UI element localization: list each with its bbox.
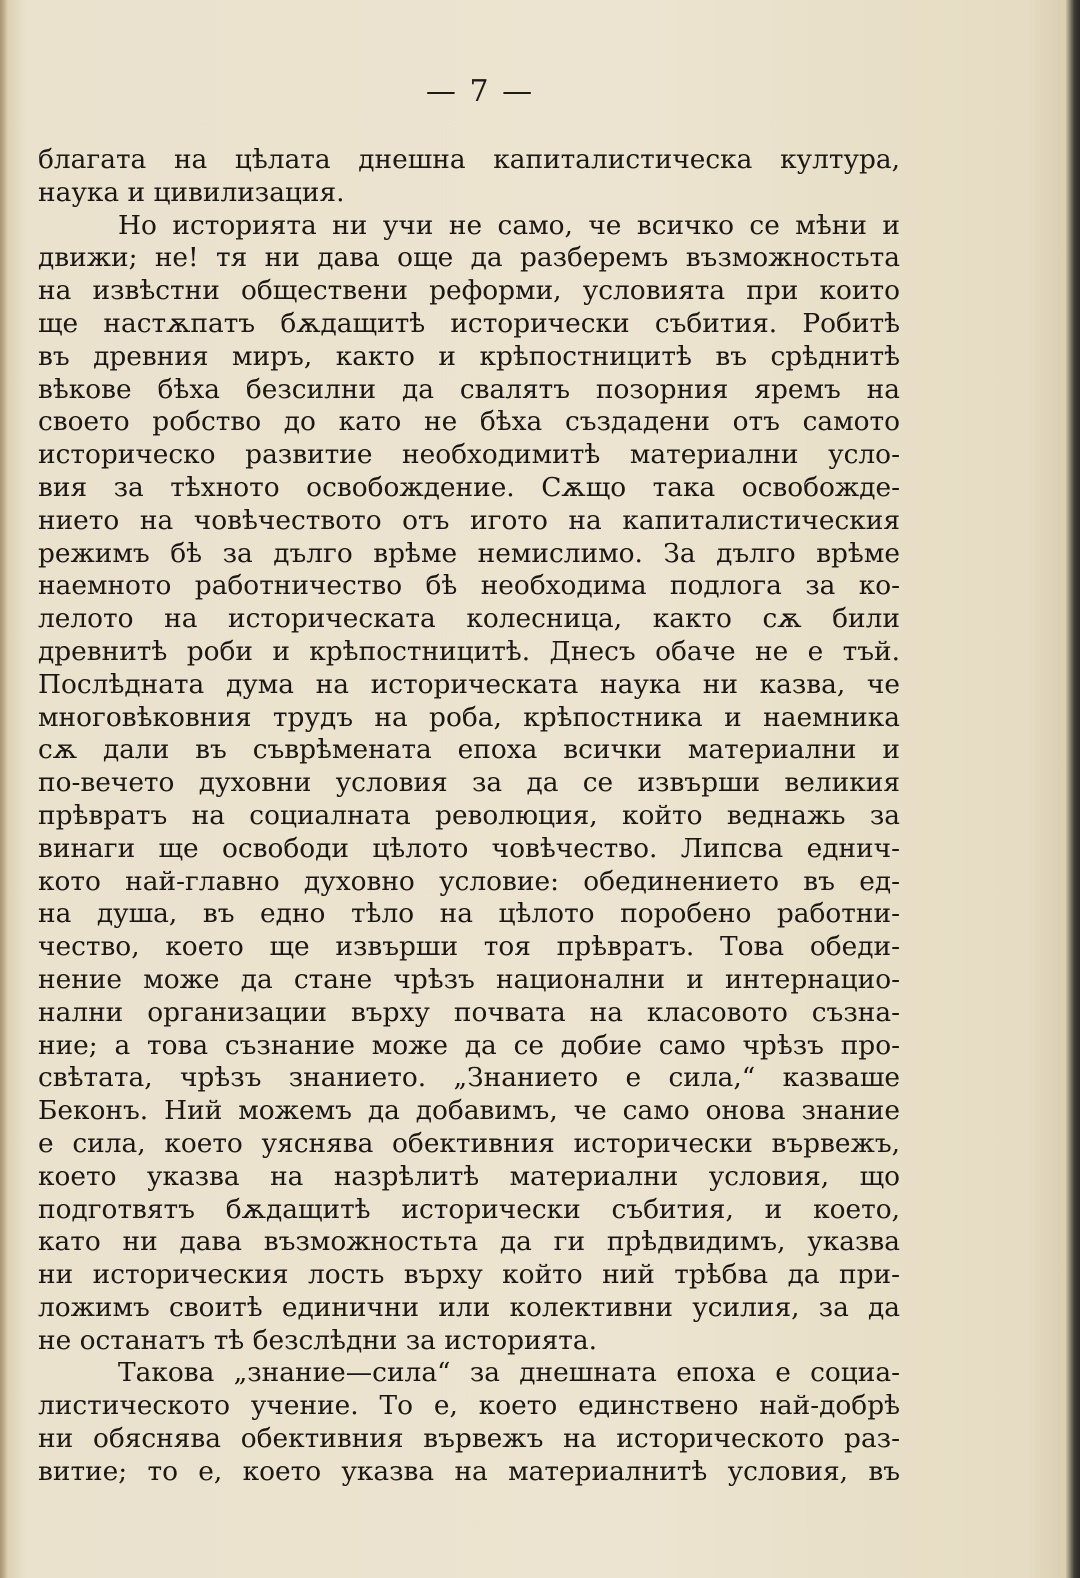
text-line: наука и цивилизация. (38, 176, 345, 208)
text-line: движи; не! тя ни дава още да разберемъ възможностьта (38, 242, 900, 274)
text-line: ни обяснява обективния вървежъ на историческото раз- (38, 1423, 900, 1455)
text-line: въ древния миръ, както и крѣпостницитѣ въ срѣднитѣ (38, 340, 900, 372)
text-line: многовѣковния трудъ на роба, крѣпостника и наемника (38, 701, 900, 733)
text-line: вия за тѣхното освобождение. Сѫщо така освобожде- (38, 471, 900, 503)
text-line: винаги ще освободи цѣлото човѣчество. Липсва еднич- (38, 832, 900, 864)
text-line: по-вечето духовни условия за да се извърши великия (38, 767, 900, 799)
text-line: ложимъ своитѣ единични или колективни усилия, за да (38, 1291, 900, 1323)
text-line: вѣкове бѣха безсилни да свалятъ позорния яремъ на (38, 373, 900, 405)
text-line: древнитѣ роби и крѣпостницитѣ. Днесъ обаче не е тъй. (38, 635, 900, 667)
text-line: режимъ бѣ за дълго врѣме немислимо. За дълго врѣме (38, 537, 900, 569)
text-line: подготвятъ бѫдащитѣ исторически събития, и което, (38, 1193, 900, 1225)
text-line: нение може да стане чрѣзъ национални и интернацио- (38, 963, 900, 995)
text-line: като ни дава възможностьта да ги прѣдвидимъ, указва (38, 1226, 900, 1258)
text-line: сѫ дали въ съврѣмената епоха всички материални и (38, 734, 900, 766)
text-line: не останатъ тѣ безслѣдни за историята. (38, 1324, 598, 1356)
text-line: своето робство до като не бѣха създадени отъ самото (38, 406, 900, 438)
text-line: е сила, което уяснява обективния исторически вървежъ, (38, 1127, 900, 1159)
text-line: лелото на историческата колесница, както сѫ били (38, 603, 900, 635)
text-line: Но историята ни учи не само, че всичко се мѣни и (118, 209, 900, 241)
page-number: — 7 — (425, 74, 535, 109)
text-line: ни историческия лость върху който ний трѣбва да при- (38, 1259, 900, 1291)
text-line: листическото учение. То е, което единствено най-добрѣ (38, 1390, 900, 1422)
text-line: наемното работничество бѣ необходима подлога за ко- (38, 570, 900, 602)
text-line: Послѣдната дума на историческата наука ни казва, че (38, 668, 900, 700)
text-line: Такова „знание—сила“ за днешната епоха е социа- (118, 1357, 900, 1389)
text-line: което указва на назрѣлитѣ материални условия, що (38, 1160, 900, 1192)
text-line: ние; а това съзнание може да се добие само чрѣзъ про- (38, 1029, 900, 1061)
text-line: нални организации върху почвата на класовото съзна- (38, 996, 900, 1028)
body-text (38, 144, 900, 1489)
text-line: историческо развитие необходимитѣ материални усло- (38, 439, 900, 471)
text-line: прѣвратъ на социалната революция, който веднажь за (38, 799, 900, 831)
spine-shadow (0, 0, 8, 1578)
text-line: на душа, въ едно тѣло на цѣлото поробено работни- (38, 898, 900, 930)
text-line: кото най-главно духовно условие: обединението въ ед- (38, 865, 900, 897)
text-line: чество, което ще извърши тоя прѣвратъ. Това обеди- (38, 931, 900, 963)
text-line: ще настѫпатъ бѫдащитѣ исторически събития. Робитѣ (38, 307, 900, 339)
page-edge (1066, 0, 1080, 1578)
text-line: Беконъ. Ний можемъ да добавимъ, че само онова знание (38, 1095, 900, 1127)
text-line: свѣтата, чрѣзъ знанието. „Знанието е сила,“ казваше (38, 1062, 900, 1094)
text-line: на извѣстни обществени реформи, условията при които (38, 275, 900, 307)
text-line: витие; то е, което указва на материалнитѣ условия, въ (38, 1455, 900, 1487)
text-line: нието на човѣчеството отъ игото на капиталистическия (38, 504, 900, 536)
text-line: благата на цѣлата днешна капиталистическа култура, (38, 144, 900, 175)
